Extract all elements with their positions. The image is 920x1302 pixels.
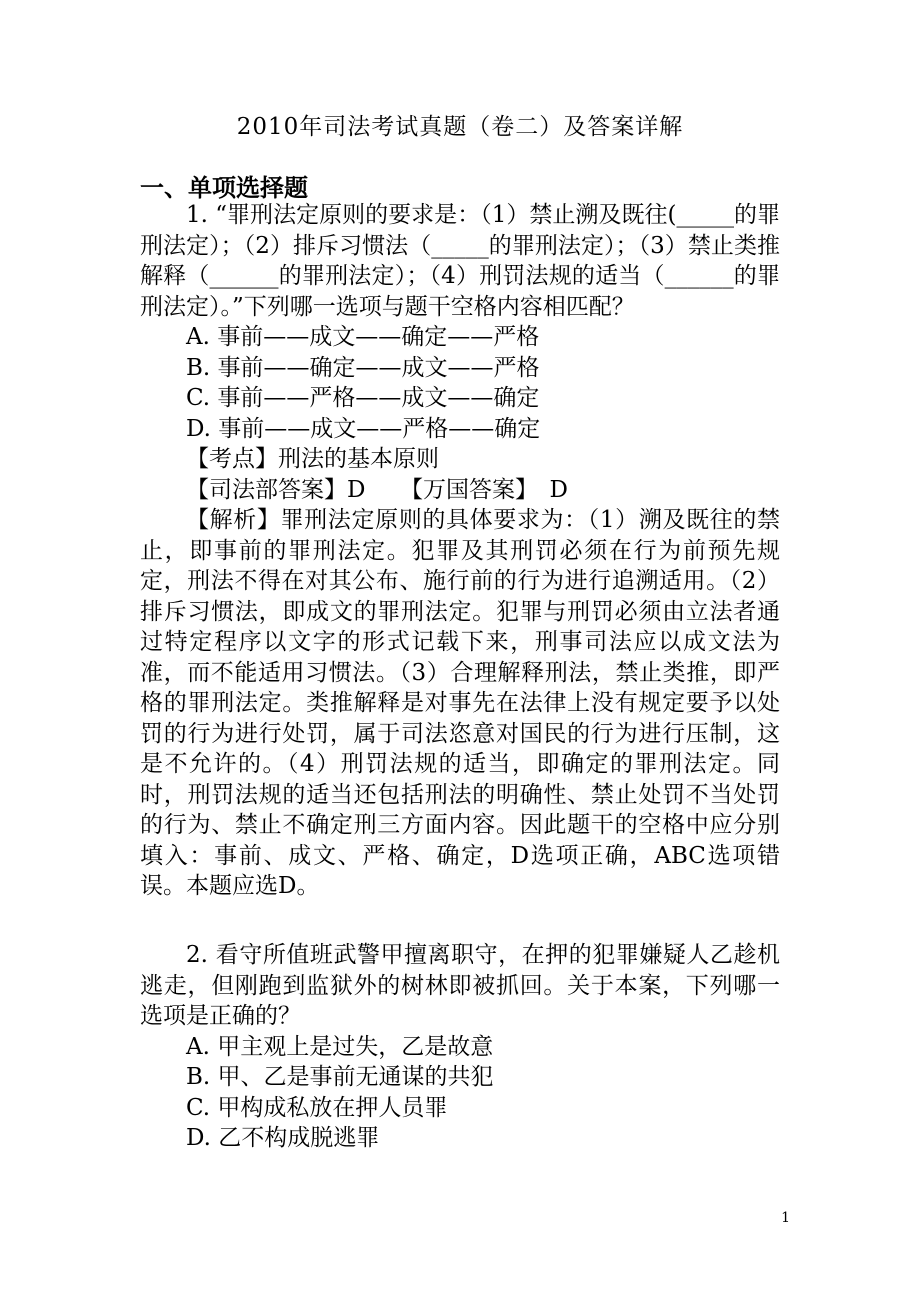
- q1-answers: 【司法部答案】D 【万国答案】 D: [186, 476, 568, 503]
- q1-option-c: C. 事前——严格——成文——确定: [186, 385, 540, 411]
- q2-option-a: A. 甲主观上是过失，乙是故意: [186, 1033, 494, 1060]
- question-1: [140, 200, 780, 902]
- q1-analysis: 【解析】罪刑法定原则的具体要求为：（1）溯及既往的禁止，即事前的罪刑法定。犯罪及其刑罚必须在行为前预先规定，刑法不得在对其公布、施行前的行为进行追溯适用。（2）排斥习惯法，即成文的罪刑法定。犯罪与刑罚必须由立法者通过特定程序以文字的形式记载下来，刑事司法应以成文法为准，而不能适用习惯法。（3）合理解释刑法，禁止类推，即严格的罪刑法定。类推解释是对事先在法律上没有规定要予以处罚的行为进行处罚，属于司法恣意对国民的行为进行压制，这是不允许的。（4）刑罚法规的适当，即确定的罪刑法定。同时，刑罚法规的适当还包括刑法的明确性、禁止处罚不当处罚的行为、禁止不确定刑三方面内容。因此题干的空格中应分别填入：事前、成文、严格、确定，D选项正确，ABC选项错误。本题应选D。: [140, 507, 780, 899]
- section-heading: 一、单项选择题: [140, 174, 308, 202]
- q2-option-d: D. 乙不构成脱逃罪: [186, 1125, 380, 1151]
- q2-option-c: C. 甲构成私放在押人员罪: [186, 1094, 448, 1121]
- q2-stem: 2. 看守所值班武警甲擅离职守，在押的犯罪嫌疑人乙趁机逃走，但刚跑到监狱外的树林即被抓回。关于本案，下列哪一选项是正确的？: [140, 942, 780, 1029]
- q1-option-b: B. 事前——确定——成文——严格: [186, 354, 540, 381]
- q1-option-a: A. 事前——成文——确定——严格: [186, 324, 540, 350]
- q1-kaodian: 【考点】刑法的基本原则: [186, 446, 439, 472]
- page-number: 1: [781, 1210, 790, 1226]
- document-title: 2010年司法考试真题（卷二）及答案详解: [236, 114, 684, 140]
- q1-stem: 1. “罪刑法定原则的要求是：（1）禁止溯及既往(_____的罪刑法定）；（2）排斥习惯法（_____的罪刑法定）；（3）禁止类推解释（______的罪刑法定）；（4）刑罚法规的适当（______的罪刑法定）。”下列哪一选项与题干空格内容相匹配？: [140, 202, 780, 320]
- q2-option-b: B. 甲、乙是事前无通谋的共犯: [186, 1064, 494, 1090]
- q1-option-d: D. 事前——成文——严格——确定: [186, 415, 541, 442]
- question-2: [140, 940, 780, 1154]
